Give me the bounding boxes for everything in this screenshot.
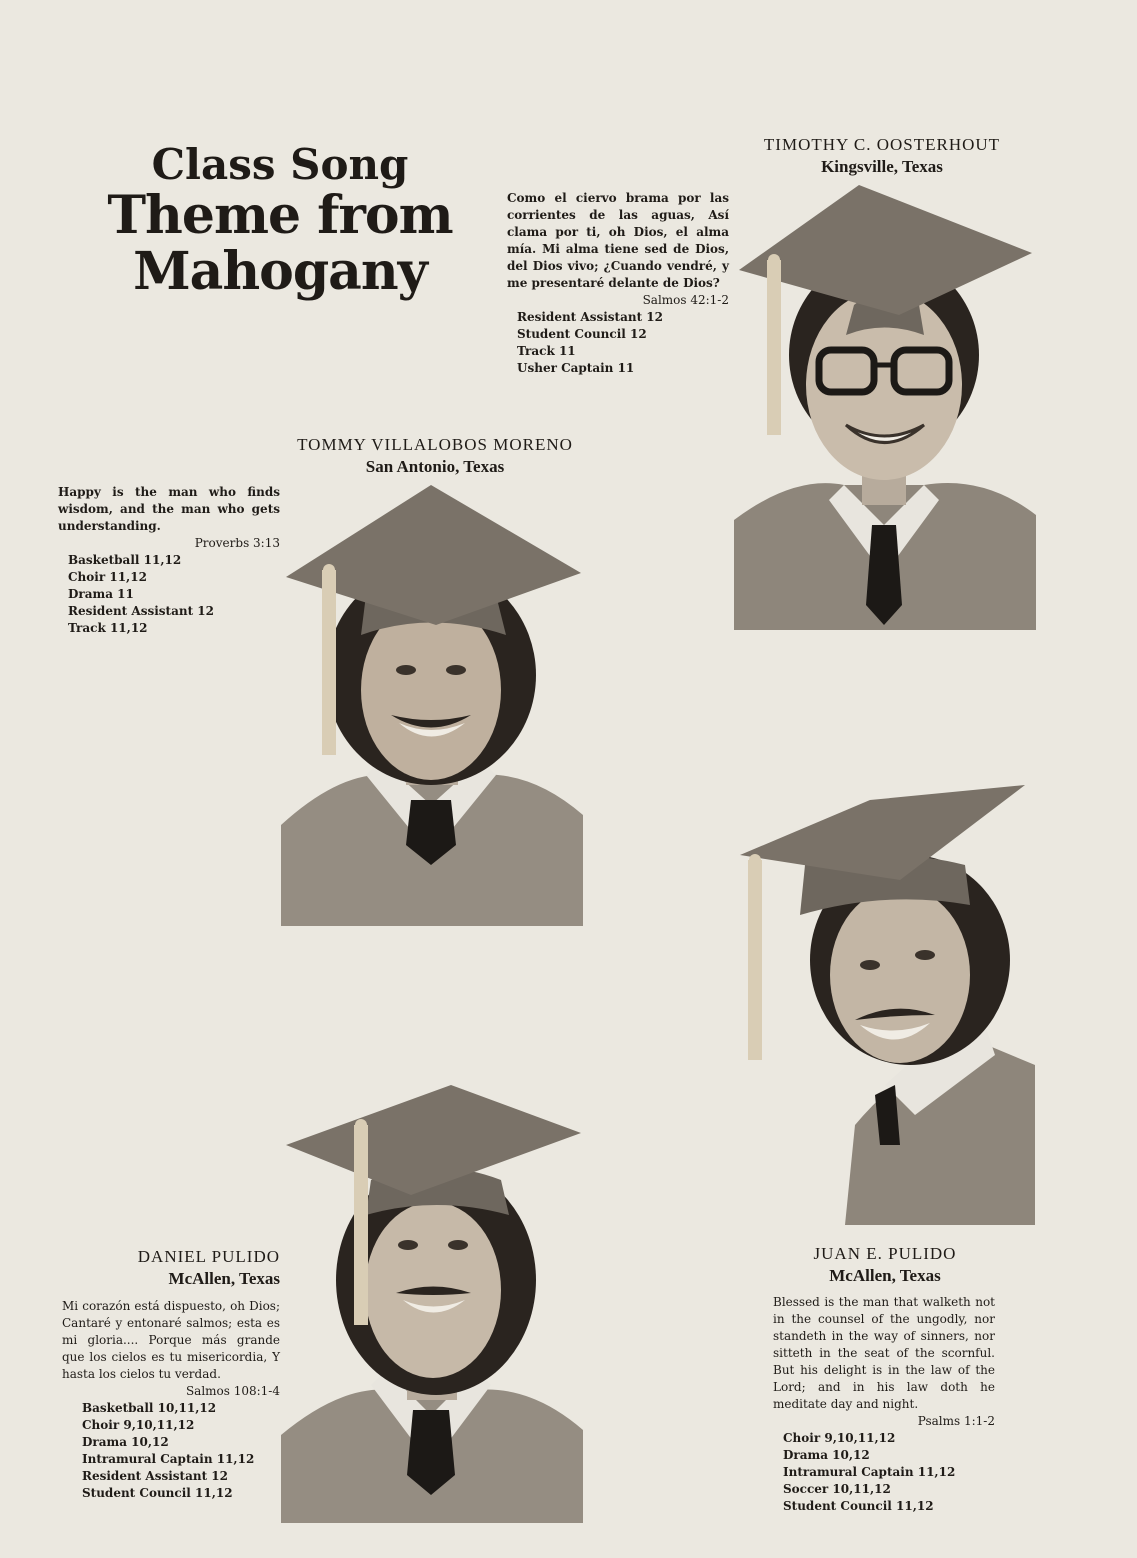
class-song-title xyxy=(80,142,480,300)
senior-portrait-tommy xyxy=(281,485,583,926)
title-line-1: Class Song xyxy=(151,140,409,189)
senior-name: TIMOTHY C. OOSTERHOUT xyxy=(763,135,1001,154)
senior-city: Kingsville, Texas xyxy=(821,157,943,176)
activity-item: Resident Assistant 12 xyxy=(68,604,214,618)
senior-header-timothy xyxy=(740,134,1024,178)
senior-verse-reference: Salmos 108:1-4 xyxy=(185,1384,280,1398)
activity-item: Intramural Captain 11,12 xyxy=(783,1465,956,1479)
activity-item: Student Council 11,12 xyxy=(82,1486,233,1500)
activity-item: Resident Assistant 12 xyxy=(517,310,663,324)
activity-item: Drama 11 xyxy=(68,587,134,601)
senior-name: TOMMY VILLALOBOS MORENO xyxy=(297,435,573,454)
activity-item: Intramural Captain 11,12 xyxy=(82,1452,255,1466)
senior-text-juan xyxy=(773,1294,995,1515)
activity-item: Student Council 12 xyxy=(517,327,647,341)
senior-verse-reference: Psalms 1:1-2 xyxy=(917,1414,995,1428)
senior-header-juan xyxy=(770,1243,1000,1287)
senior-activities xyxy=(58,552,280,637)
senior-activities xyxy=(62,1400,280,1502)
senior-city: San Antonio, Texas xyxy=(365,457,505,476)
activity-item: Track 11,12 xyxy=(68,621,148,635)
activity-item: Choir 9,10,11,12 xyxy=(82,1418,195,1432)
senior-activities xyxy=(773,1430,995,1515)
activity-item: Drama 10,12 xyxy=(783,1448,870,1462)
senior-activities xyxy=(507,309,729,377)
senior-verse: Happy is the man who finds wisdom, and the man who gets understanding. xyxy=(58,485,280,533)
senior-text-timothy xyxy=(507,190,729,377)
title-line-2: Theme from xyxy=(107,185,453,246)
activity-item: Student Council 11,12 xyxy=(783,1499,934,1513)
senior-portrait-juan xyxy=(735,785,1035,1225)
activity-item: Basketball 10,11,12 xyxy=(82,1401,217,1415)
senior-name: DANIEL PULIDO xyxy=(137,1247,280,1266)
activity-item: Resident Assistant 12 xyxy=(82,1469,228,1483)
senior-name: JUAN E. PULIDO xyxy=(813,1244,957,1263)
senior-text-tommy xyxy=(58,484,280,637)
activity-item: Drama 10,12 xyxy=(82,1435,169,1449)
activity-item: Basketball 11,12 xyxy=(68,553,182,567)
activity-item: Track 11 xyxy=(517,344,576,358)
senior-header-tommy xyxy=(280,434,590,478)
senior-portrait-daniel xyxy=(281,1085,583,1523)
activity-item: Choir 9,10,11,12 xyxy=(783,1431,896,1445)
activity-item: Soccer 10,11,12 xyxy=(783,1482,891,1496)
senior-city: McAllen, Texas xyxy=(168,1269,280,1288)
senior-text-daniel xyxy=(62,1298,280,1502)
senior-verse-reference: Proverbs 3:13 xyxy=(194,536,280,550)
senior-verse: Como el ciervo brama por las corrientes de las aguas, Así clama por ti, oh Dios, el alma mía. Mi alma tiene sed de Dios, del Dios vivo; ¿Cuando vendré, y me presentaré delante de Dios? xyxy=(507,191,729,290)
senior-city: McAllen, Texas xyxy=(829,1266,941,1285)
senior-verse-reference: Salmos 42:1-2 xyxy=(642,293,729,307)
title-line-3: Mahogany xyxy=(133,241,427,302)
senior-header-daniel xyxy=(80,1246,280,1290)
senior-portrait-timothy xyxy=(734,185,1036,630)
senior-verse: Blessed is the man that walketh not in the counsel of the ungodly, nor standeth in the way of sinners, nor sitteth in the seat of the scornful. But his delight is in the law of the Lord; and in his law doth he meditate day and night. xyxy=(773,1295,995,1411)
activity-item: Usher Captain 11 xyxy=(517,361,635,375)
activity-item: Choir 11,12 xyxy=(68,570,147,584)
senior-verse: Mi corazón está dispuesto, oh Dios; Cantaré y entonaré salmos; esta es mi gloria.... Porque más grande que los cielos es tu misericordia, Y hasta los cielos tu verdad. xyxy=(62,1299,280,1381)
